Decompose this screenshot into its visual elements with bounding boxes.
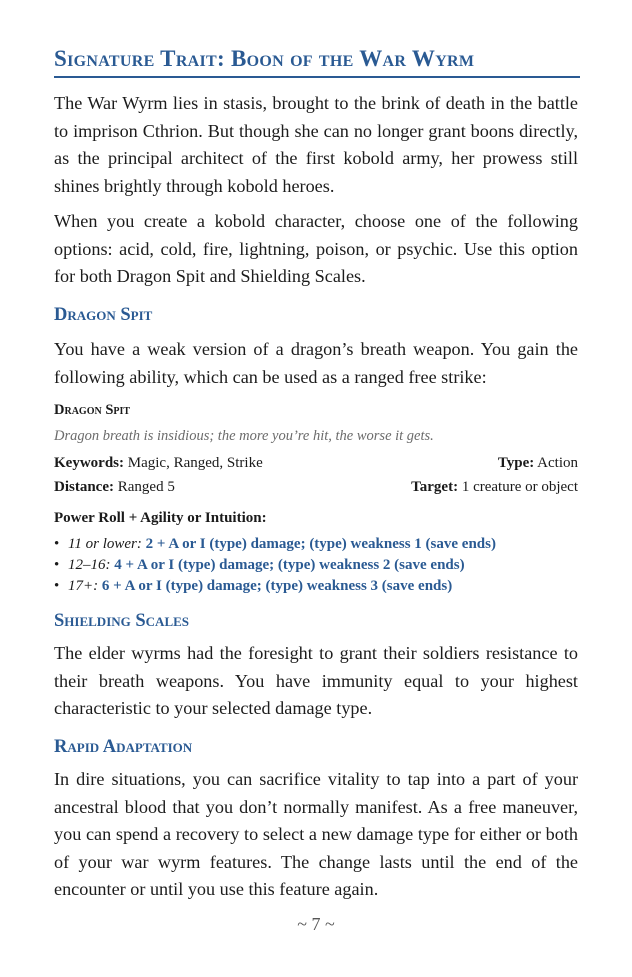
- section-title: Signature Trait: Boon of the War Wyrm: [54, 46, 475, 71]
- bullet: •: [54, 536, 60, 552]
- distance-field: [54, 479, 175, 496]
- type-value: Action: [537, 455, 578, 471]
- tier-range: 17+:: [68, 578, 99, 594]
- keywords-value: Magic, Ranged, Strike: [127, 455, 263, 471]
- dragon-spit-text: You have a weak version of a dragon’s breath weapon. You gain the following ability, which can be used as a ranged free strike:: [54, 339, 578, 387]
- tier-effect: 2 + A or I (type) damage; (type) weakness 1 (save ends): [145, 536, 496, 552]
- tier-1: [54, 534, 578, 555]
- type-label: Type:: [497, 455, 535, 471]
- tier-effect: 4 + A or I (type) damage; (type) weakness 2 (save ends): [114, 557, 465, 573]
- distance-value: Ranged 5: [117, 479, 175, 495]
- page-number: ~ 7 ~: [297, 914, 335, 934]
- tier-2: [54, 555, 578, 576]
- target-label: Target:: [411, 479, 459, 495]
- tier-effect: 6 + A or I (type) damage; (type) weakness 3 (save ends): [101, 578, 453, 594]
- tier-3: [54, 576, 578, 597]
- shielding-scales-text: The elder wyrms had the foresight to grant their soldiers resistance to their breath weapons. You have immunity equal to your highest characteristic to your selected damage type.: [54, 643, 578, 718]
- tier-range: 12–16:: [68, 557, 111, 573]
- heading-shielding-scales: Shielding Scales: [54, 611, 190, 631]
- rapid-adaptation-text: In dire situations, you can sacrifice vitality to tap into a part of your ancestral blood that you don’t normally manifest. As a free maneuver, you can spend a recovery to select a new damage type for either or both of your war wyrm features. The change lasts until the end of the encounter or until you use this feature again.: [54, 769, 578, 899]
- ability-name: Dragon Spit: [54, 402, 131, 418]
- heading-dragon-spit: Dragon Spit: [54, 305, 153, 325]
- intro-paragraph-2: When you create a kobold character, choose one of the following options: acid, cold, fire, lightning, poison, or psychic. Use this option for both Dragon Spit and Shielding Scales.: [54, 211, 578, 286]
- ability-distance-row: [54, 479, 578, 496]
- power-roll-tiers: [54, 534, 578, 597]
- tier-range: 11 or lower:: [68, 536, 142, 552]
- keywords-label: Keywords:: [54, 455, 124, 471]
- keywords-field: [54, 455, 263, 472]
- ability-keywords-row: [54, 455, 578, 472]
- target-value: 1 creature or object: [461, 479, 578, 495]
- ability-flavor: Dragon breath is insidious; the more you’re hit, the worse it gets.: [54, 428, 434, 444]
- type-field: [498, 455, 578, 472]
- bullet: •: [54, 557, 60, 573]
- heading-rapid-adaptation: Rapid Adaptation: [54, 737, 193, 757]
- title-divider: [54, 76, 580, 78]
- distance-label: Distance:: [54, 479, 114, 495]
- target-field: [411, 479, 578, 496]
- bullet: •: [54, 578, 60, 594]
- power-roll-label: Power Roll + Agility or Intuition:: [54, 510, 267, 526]
- intro-paragraph-1: The War Wyrm lies in stasis, brought to the brink of death in the battle to imprison Cthrion. But though she can no longer grant boons directly, as the principal architect of the first kobold army, her prowess still shines brightly through kobold heroes.: [54, 93, 578, 196]
